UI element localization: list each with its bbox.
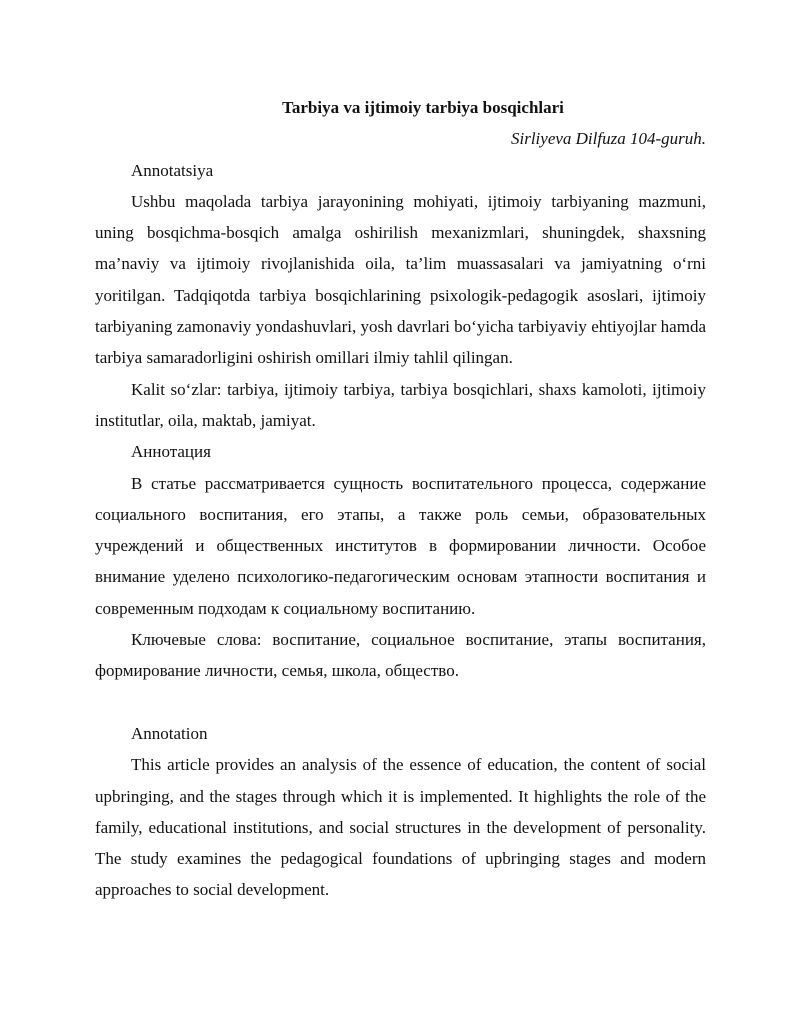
- en-annotation-heading: Annotation: [131, 723, 208, 743]
- uz-annotation-text: Ushbu maqolada tarbiya jarayonining mohiyati, ijtimoiy tarbiyaning mazmuni, uning bosqichma-bosqich amalga oshirilish mexanizmlari, shuningdek, shaxsning ma’naviy va ijtimoiy rivojlanishida oila, ta’lim muassasalari va jamiyatning o‘rni yoritilgan. Tadqiqotda tarbiya bosqichlarining psixologik-pedagogik asoslari, ijtimoiy tarbiyaning zamonaviy yondashuvlari, yosh davrlari bo‘yicha tarbiyaviy ehtiyojlar hamda tarbiya samaradorligini oshirish omillari ilmiy tahlil qilingan.: [95, 191, 706, 368]
- en-annotation-text: This article provides an analysis of the essence of education, the content of social upbringing, and the stages through which it is implemented. It highlights the role of the family, educational institutions, and social structures in the development of personality. The study examines the pedagogical foundations of upbringing stages and modern approaches to social development.: [95, 755, 706, 900]
- page-title: Tarbiya va ijtimoiy tarbiya bosqichlari: [282, 98, 564, 117]
- author-line: Sirliyeva Dilfuza 104-guruh.: [510, 129, 706, 149]
- ru-keywords: Ключевые слова: воспитание, социальное воспитание, этапы воспитания, формирование личности, семья, школа, общество.: [95, 630, 706, 681]
- ru-annotation-text: В статье рассматривается сущность воспитательного процесса, содержание социального воспитания, его этапы, а также роль семьи, образовательных учреждений и общественных институтов в формировании личности. Особое внимание уделено психологико-педагогическим основам этапности воспитания и современным подходам к социальному воспитанию.: [95, 473, 706, 618]
- ru-annotation-heading: Аннотация: [131, 442, 211, 462]
- section-spacer: [95, 687, 706, 718]
- document-page: [95, 92, 706, 906]
- uz-annotation-heading: Annotatsiya: [131, 160, 214, 180]
- uz-keywords: Kalit so‘zlar: tarbiya, ijtimoiy tarbiya, tarbiya bosqichlari, shaxs kamoloti, ijtimoiy institutlar, oila, maktab, jamiyat.: [95, 379, 706, 430]
